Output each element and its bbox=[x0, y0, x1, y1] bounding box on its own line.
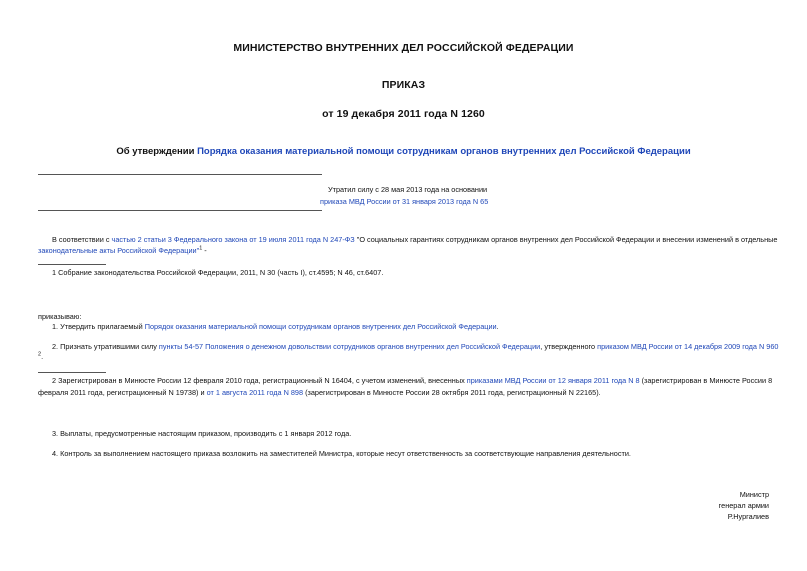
preamble-text-cont: "О социальных гарантиях сотрудникам органов внутренних дел Российской Федерации и внесении изменений в отдельные bbox=[354, 235, 778, 244]
item-2-link-order[interactable]: приказом МВД России от 14 декабря 2009 года N 960 bbox=[597, 342, 779, 351]
signature-name: Р.Нургалиев bbox=[727, 512, 769, 521]
status-bottom-rule bbox=[38, 210, 322, 211]
document-type: ПРИКАЗ bbox=[381, 79, 426, 91]
footnote-ref-2[interactable]: 2 bbox=[38, 351, 42, 358]
preamble-text: В соответствии с bbox=[52, 235, 112, 244]
footnote-2-link-1[interactable]: приказами МВД России от 12 января 2011 года N 8 bbox=[466, 376, 640, 385]
order-word: приказываю: bbox=[38, 312, 82, 321]
item-3: 3. Выплаты, предусмотренные настоящим приказом, производить с 1 января 2012 года. bbox=[52, 429, 352, 438]
footnote-1 bbox=[52, 267, 383, 278]
footnote-2-text-4: (зарегистрирован в Минюсте России 28 октября 2011 года, регистрационный N 22165). bbox=[303, 388, 601, 397]
item-1-text: 1. Утвердить прилагаемый bbox=[52, 322, 145, 331]
preamble-dash: - bbox=[202, 246, 207, 255]
item-2-link-points[interactable]: пункты 54-57 Положения о денежном довольствии сотрудников органов внутренних дел Российской Федерации bbox=[158, 342, 541, 351]
item-2-end: . bbox=[41, 352, 44, 361]
signature-block bbox=[719, 489, 769, 522]
item-2-text: 2. Признать утратившими силу bbox=[52, 342, 159, 351]
signature-rank: генерал армии bbox=[718, 501, 769, 510]
item-1-link[interactable]: Порядок оказания материальной помощи сотрудникам органов внутренних дел Российской Федерации bbox=[144, 322, 497, 331]
document-title bbox=[0, 146, 807, 157]
footnote-2-line-2 bbox=[38, 387, 601, 398]
status-note-line: Утратил силу с 28 мая 2013 года на основании bbox=[328, 185, 488, 194]
title-link[interactable]: Порядка оказания материальной помощи сотрудникам органов внутренних дел Российской Федерации bbox=[197, 146, 691, 157]
item-2 bbox=[52, 341, 779, 352]
footnote-2-marker: 2 bbox=[52, 376, 57, 385]
preamble-line-2 bbox=[38, 245, 207, 256]
law-link[interactable]: частью 2 статьи 3 Федерального закона от 19 июля 2011 года N 247-ФЗ bbox=[111, 235, 355, 244]
law-link-cont[interactable]: законодательные акты Российской Федерации" bbox=[38, 246, 200, 255]
ministry-heading: МИНИСТЕРСТВО ВНУТРЕННИХ ДЕЛ РОССИЙСКОЙ ФЕДЕРАЦИИ bbox=[233, 42, 574, 54]
item-2-text-cont: , утвержденного bbox=[540, 342, 598, 351]
footnote-2-link-2[interactable]: от 1 августа 2011 года N 898 bbox=[206, 388, 304, 397]
footnote-2-text-cont: (зарегистрирован в Минюсте России 8 bbox=[639, 376, 773, 385]
signature-position: Министр bbox=[739, 490, 769, 499]
item-1 bbox=[52, 321, 499, 332]
item-2-tail bbox=[38, 351, 43, 362]
document-date-number: от 19 декабря 2011 года N 1260 bbox=[322, 108, 485, 120]
item-1-end: . bbox=[496, 322, 499, 331]
title-prefix: Об утверждении bbox=[116, 146, 198, 157]
status-note-link[interactable]: приказа МВД России от 31 января 2013 года N 65 bbox=[320, 197, 489, 206]
footnote-2-rule bbox=[38, 372, 106, 373]
footnote-2-line-1 bbox=[52, 375, 772, 386]
footnote-ref-1[interactable]: 1 bbox=[199, 245, 203, 252]
item-4: 4. Контроль за выполнением настоящего приказа возложить на заместителей Министра, которые несут ответственность за соответствующие направления деятельности. bbox=[52, 449, 631, 458]
footnote-1-rule bbox=[38, 264, 106, 265]
footnote-2-text: Зарегистрирован в Минюсте России 12 февраля 2010 года, регистрационный N 16404, с учетом изменений, внесенных bbox=[56, 376, 467, 385]
footnote-1-marker: 1 bbox=[52, 268, 57, 277]
status-top-rule bbox=[38, 174, 322, 175]
footnote-1-text: Собрание законодательства Российской Федерации, 2011, N 30 (часть I), ст.4595; N 46, ст.6407. bbox=[56, 268, 384, 277]
preamble-line-1 bbox=[52, 234, 778, 245]
footnote-2-text-3: февраля 2011 года, регистрационный N 19738) и bbox=[38, 388, 207, 397]
